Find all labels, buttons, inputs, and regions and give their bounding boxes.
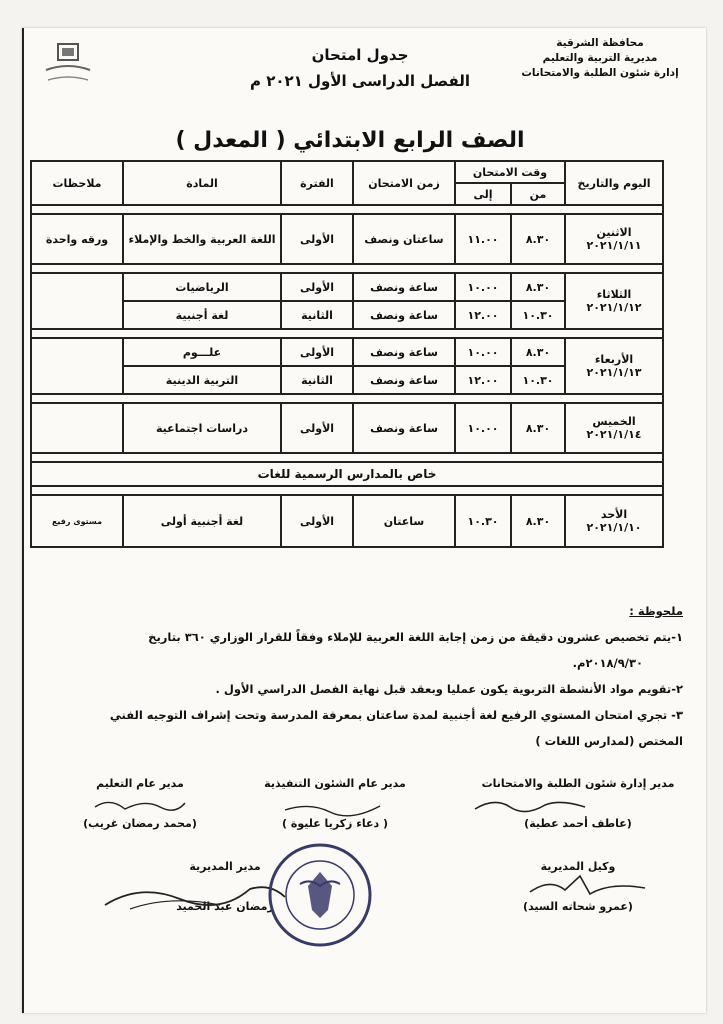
separator xyxy=(31,264,663,273)
signature-student-affairs: مدير إدارة شئون الطلبة والامتحانات (عاطف أحمد عطية) xyxy=(481,777,675,830)
from-cell: ١٠.٣٠ xyxy=(511,301,565,329)
subject-cell: دراسات اجتماعية xyxy=(123,403,281,453)
to-cell: ١٠.٠٠ xyxy=(455,273,511,301)
doc-title: جدول امتحان xyxy=(311,46,409,64)
separator xyxy=(31,329,663,338)
note-3-continued: المختص (لمدارس اللغات ) xyxy=(535,734,683,748)
signature-executive-affairs: مدير عام الشئون التنفيذية ( دعاء زكريا عليوة ) xyxy=(264,777,406,830)
from-cell: ٨.٣٠ xyxy=(511,273,565,301)
semester-title: الفصل الدراسى الأول ٢٠٢١ م xyxy=(249,72,471,90)
from-cell: ٨.٣٠ xyxy=(511,403,565,453)
to-cell: ١٠.٣٠ xyxy=(455,495,511,547)
subject-cell: لغة أجنبية xyxy=(123,301,281,329)
day-cell: الأربعاء ٢٠٢١/١/١٣ xyxy=(565,338,663,394)
to-cell: ١٠.٠٠ xyxy=(455,338,511,366)
period-cell: الأولى xyxy=(281,273,353,301)
header-from: من xyxy=(511,183,565,205)
subject-cell: علـــوم xyxy=(123,338,281,366)
subject-cell: لغة أجنبية أولى xyxy=(123,495,281,547)
to-cell: ١٢.٠٠ xyxy=(455,366,511,394)
header-exam-time: وقت الامتحان xyxy=(455,161,565,183)
official-stamp xyxy=(260,840,380,950)
handwritten-signature xyxy=(280,798,390,818)
exam-schedule-table xyxy=(30,160,664,548)
separator xyxy=(31,453,663,462)
table-row xyxy=(31,273,663,301)
handwritten-signature xyxy=(520,872,650,902)
table-row xyxy=(31,403,663,453)
note-cell: ورقه واحدة xyxy=(31,214,123,264)
from-cell: ٨.٣٠ xyxy=(511,214,565,264)
note-3: ٣- تجري امتحان المستوي الرفيع لغة أجنبية لمدة ساعتان بمعرفة المدرسة وتحت إشراف التوجيه الفني xyxy=(109,708,683,722)
from-cell: ٨.٣٠ xyxy=(511,338,565,366)
header-subject: المادة xyxy=(123,161,281,205)
note-cell xyxy=(31,273,123,329)
day-cell: الأحد ٢٠٢١/١/١٠ xyxy=(565,495,663,547)
duration-cell: ساعتان xyxy=(353,495,455,547)
title-block xyxy=(180,46,540,90)
header-duration: زمن الامتحان xyxy=(353,161,455,205)
from-cell: ٨.٣٠ xyxy=(511,495,565,547)
note-1-continued: ٢٠١٨/٩/٣٠م. xyxy=(572,656,643,670)
period-cell: الأولى xyxy=(281,495,353,547)
notes-label: ملحوظة : xyxy=(629,604,683,618)
duration-cell: ساعة ونصف xyxy=(353,338,455,366)
government-header xyxy=(515,36,685,81)
period-cell: الأولى xyxy=(281,214,353,264)
note-2: ٢-تقويم مواد الأنشطة التربوية يكون عمليا وبعقد قبل نهاية الفصل الدراسي الأول . xyxy=(215,682,683,696)
day-cell: الثلاثاء ٢٠٢١/١/١٢ xyxy=(565,273,663,329)
directorate: مديرية التربية والتعليم xyxy=(542,52,658,64)
period-cell: الأولى xyxy=(281,403,353,453)
duration-cell: ساعة ونصف xyxy=(353,366,455,394)
day-cell: الاثنين ٢٠٢١/١/١١ xyxy=(565,214,663,264)
header-notes: ملاحظات xyxy=(31,161,123,205)
special-section-title: خاص بالمدارس الرسمية للغات xyxy=(31,462,663,486)
department: إدارة شئون الطلبة والامتحانات xyxy=(521,67,679,79)
handwritten-signature xyxy=(470,795,590,815)
separator xyxy=(31,394,663,403)
handwritten-signature xyxy=(90,795,190,815)
to-cell: ١٠.٠٠ xyxy=(455,403,511,453)
note-cell xyxy=(31,338,123,394)
header-day-date: اليوم والتاريخ xyxy=(565,161,663,205)
signature-education-director: مدير عام التعليم (محمد رمضان غريب) xyxy=(83,777,197,830)
governorate: محافظة الشرقية xyxy=(556,37,644,49)
header-period: الفترة xyxy=(281,161,353,205)
to-cell: ١١.٠٠ xyxy=(455,214,511,264)
subject-cell: التربية الدينية xyxy=(123,366,281,394)
signature-directorate-head: مدير المديرية رمضان عبد الحميد xyxy=(176,860,274,913)
header-to: إلى xyxy=(455,183,511,205)
note-1: ١-يتم تخصيص عشرون دقيقة من زمن إجابة اللغة العربية للإملاء وفقاً للقرار الوزاري ٣٦٠ بتاريخ xyxy=(148,630,683,644)
table-row xyxy=(31,495,663,547)
period-cell: الأولى xyxy=(281,338,353,366)
period-cell: الثانية xyxy=(281,366,353,394)
grade-title: الصف الرابع الابتدائي ( المعدل ) xyxy=(175,128,525,153)
duration-cell: ساعة ونصف xyxy=(353,403,455,453)
duration-cell: ساعة ونصف xyxy=(353,273,455,301)
ministry-logo xyxy=(40,40,96,90)
separator xyxy=(31,486,663,495)
table-row xyxy=(31,338,663,366)
subject-cell: الرياضيات xyxy=(123,273,281,301)
duration-cell: ساعة ونصف xyxy=(353,301,455,329)
signature-deputy: وكيل المديرية (عمرو شحاته السيد) xyxy=(523,860,633,913)
notes-section xyxy=(43,598,683,754)
to-cell: ١٢.٠٠ xyxy=(455,301,511,329)
note-cell: مستوى رفيع xyxy=(31,495,123,547)
from-cell: ١٠.٣٠ xyxy=(511,366,565,394)
separator xyxy=(31,205,663,214)
table-row xyxy=(31,214,663,264)
note-cell xyxy=(31,403,123,453)
duration-cell: ساعتان ونصف xyxy=(353,214,455,264)
period-cell: الثانية xyxy=(281,301,353,329)
subject-cell: اللغة العربية والخط والإملاء xyxy=(123,214,281,264)
day-cell: الخميس ٢٠٢١/١/١٤ xyxy=(565,403,663,453)
